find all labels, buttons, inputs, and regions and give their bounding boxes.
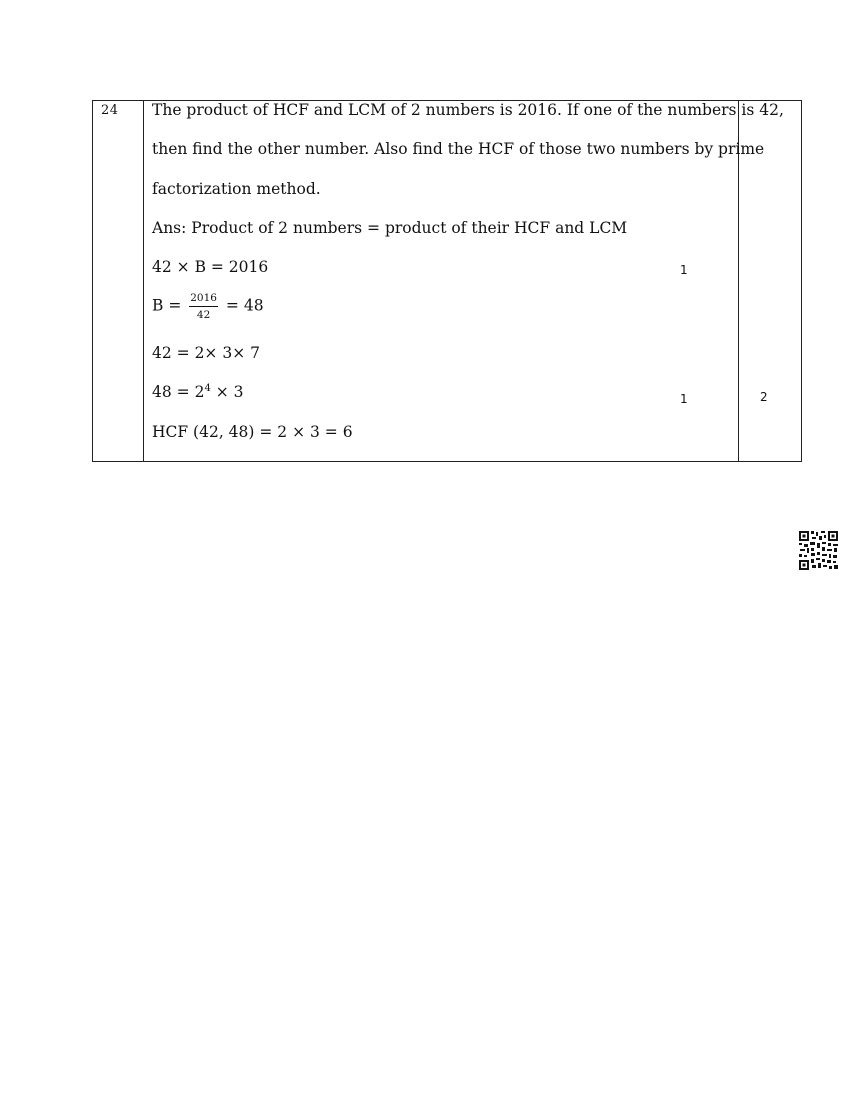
question-line-1: The product of HCF and LCM of 2 numbers is 2016. If one of the numbers is 42, bbox=[152, 101, 784, 119]
mark-2: 1 bbox=[680, 392, 688, 406]
question-line-2: then find the other number. Also find the HCF of those two numbers by prime bbox=[152, 140, 765, 158]
mark-1: 1 bbox=[680, 263, 688, 277]
question-number: 24 bbox=[101, 103, 119, 118]
question-number-cell bbox=[93, 101, 144, 462]
step-2-rhs: = 48 bbox=[225, 296, 264, 315]
fraction bbox=[189, 293, 218, 320]
step-3: 42 = 2× 3× 7 bbox=[152, 344, 260, 362]
step-4-rest: × 3 bbox=[210, 383, 244, 402]
step-2-lhs: B = bbox=[152, 296, 182, 315]
answer-intro: Ans: Product of 2 numbers = product of their HCF and LCM bbox=[152, 219, 628, 237]
fraction-denominator: 42 bbox=[196, 308, 211, 321]
total-marks: 2 bbox=[760, 390, 768, 404]
step-4-exponent: 4 bbox=[204, 383, 211, 394]
total-marks-cell bbox=[739, 101, 802, 462]
qr-code-icon bbox=[798, 530, 839, 571]
step-4-base: 48 = 2 bbox=[152, 383, 205, 402]
step-5: HCF (42, 48) = 2 × 3 = 6 bbox=[152, 423, 353, 441]
step-2 bbox=[152, 293, 264, 320]
step-4 bbox=[152, 383, 244, 401]
step-1: 42 × B = 2016 bbox=[152, 258, 269, 276]
question-line-3: factorization method. bbox=[152, 180, 321, 198]
fraction-numerator: 2016 bbox=[189, 293, 218, 307]
table-row bbox=[93, 101, 802, 462]
question-body-cell bbox=[144, 101, 784, 462]
question-table bbox=[92, 100, 802, 462]
